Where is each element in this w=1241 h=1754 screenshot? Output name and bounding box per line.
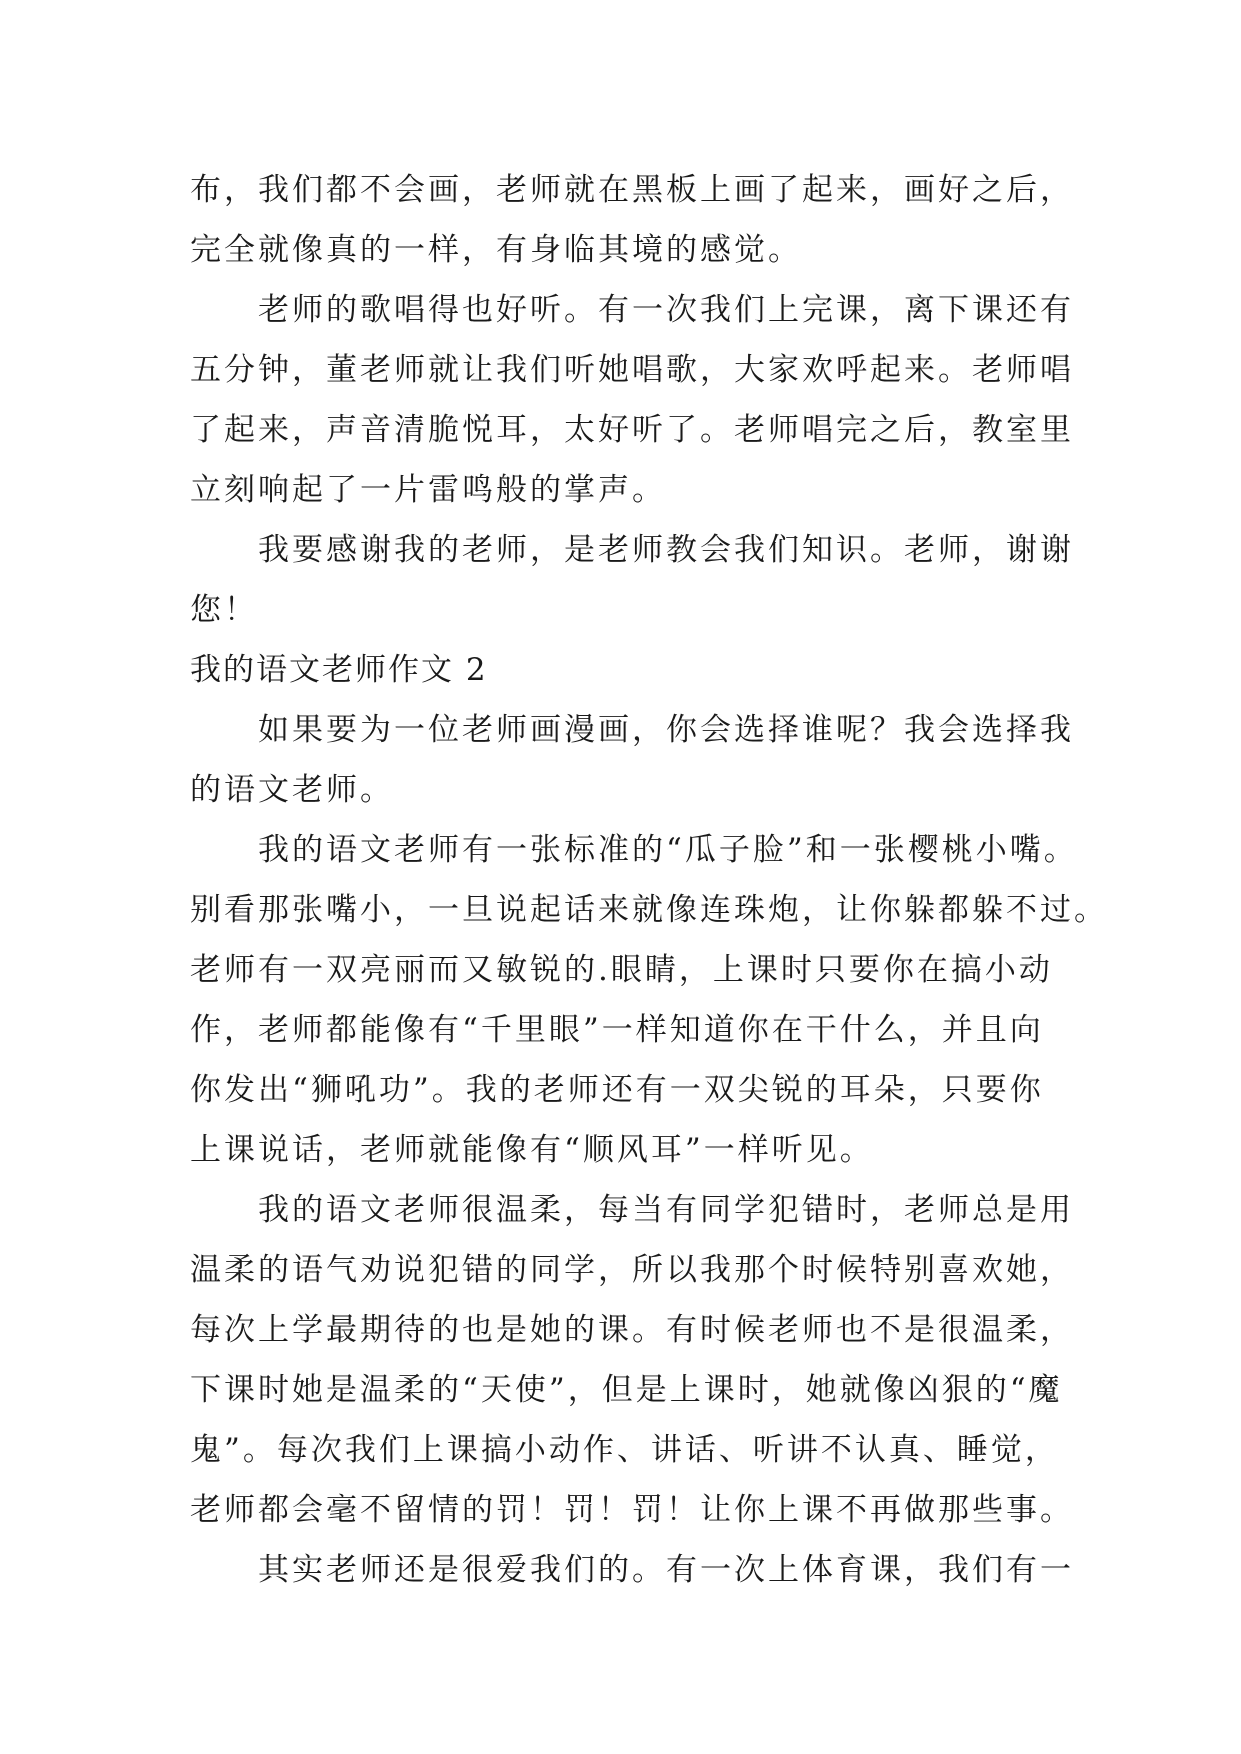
text-line: 立刻响起了一片雷鸣般的掌声。 bbox=[190, 472, 666, 508]
text-line: 老师有一双亮丽而又敏锐的.眼睛，上课时只要你在搞小动 bbox=[190, 952, 1053, 988]
text-line: 温柔的语气劝说犯错的同学，所以我那个时候特别喜欢她， bbox=[190, 1252, 1074, 1288]
text-line: 五分钟，董老师就让我们听她唱歌，大家欢呼起来。老师唱 bbox=[190, 352, 1074, 388]
text-line: 老师都会毫不留情的罚！罚！罚！让你上课不再做那些事。 bbox=[190, 1492, 1074, 1528]
text-line: 您！ bbox=[190, 592, 258, 628]
text-line: 其实老师还是很爱我们的。有一次上体育课，我们有一 bbox=[258, 1552, 1074, 1588]
text-line: 每次上学最期待的也是她的课。有时候老师也不是很温柔， bbox=[190, 1312, 1074, 1348]
text-line: 作，老师都能像有“千里眼”一样知道你在干什么，并且向 bbox=[190, 1012, 1044, 1048]
text-line: 你发出“狮吼功”。我的老师还有一双尖锐的耳朵，只要你 bbox=[190, 1072, 1044, 1108]
text-line: 下课时她是温柔的“天使”，但是上课时，她就像凶狠的“魔 bbox=[190, 1372, 1063, 1408]
text-line: 的语文老师。 bbox=[190, 772, 394, 808]
text-line: 我的语文老师有一张标准的“瓜子脸”和一张樱桃小嘴。 bbox=[258, 832, 1078, 868]
text-line: 别看那张嘴小，一旦说起话来就像连珠炮，让你躲都躲不过。 bbox=[190, 892, 1108, 928]
text-line: 完全就像真的一样，有身临其境的感觉。 bbox=[190, 232, 802, 268]
text-line: 老师的歌唱得也好听。有一次我们上完课，离下课还有 bbox=[258, 292, 1074, 328]
text-line: 鬼”。每次我们上课搞小动作、讲话、听讲不认真、睡觉， bbox=[190, 1432, 1059, 1468]
section-heading: 我的语文老师作文 2 bbox=[190, 652, 488, 688]
text-line: 我要感谢我的老师，是老师教会我们知识。老师，谢谢 bbox=[258, 532, 1074, 568]
text-line: 我的语文老师很温柔，每当有同学犯错时，老师总是用 bbox=[258, 1192, 1074, 1228]
text-line: 了起来，声音清脆悦耳，太好听了。老师唱完之后，教室里 bbox=[190, 412, 1074, 448]
text-line: 布，我们都不会画，老师就在黑板上画了起来，画好之后， bbox=[190, 172, 1074, 208]
article-body bbox=[190, 160, 1108, 1600]
text-line: 如果要为一位老师画漫画，你会选择谁呢？我会选择我 bbox=[258, 712, 1074, 748]
text-line: 上课说话，老师就能像有“顺风耳”一样听见。 bbox=[190, 1132, 874, 1168]
